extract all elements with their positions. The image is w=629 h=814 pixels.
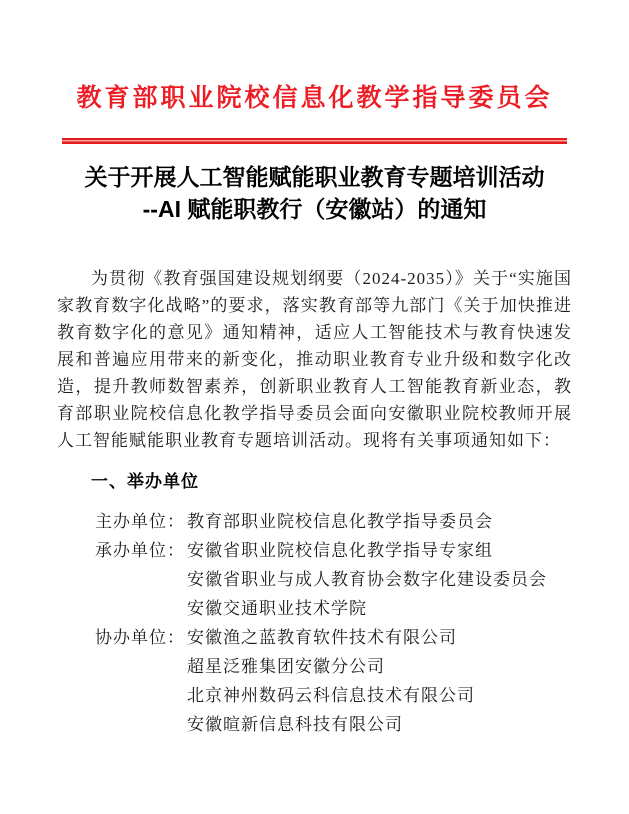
- organizer-row-coorganizer: [95, 623, 572, 739]
- organizer-value: 北京神州数码云科信息技术有限公司: [187, 686, 475, 705]
- organizer-values-host: [187, 507, 493, 536]
- organizer-value: 安徽交通职业技术学院: [187, 599, 367, 618]
- organizer-values-undertaker: [187, 536, 547, 623]
- organizer-value: 安徽省职业院校信息化教学指导专家组: [187, 541, 493, 560]
- organizer-value: 安徽暄新信息科技有限公司: [187, 715, 403, 734]
- organizer-label-coorganizer: 协办单位：: [95, 628, 185, 647]
- organizer-list: [57, 507, 572, 739]
- organizer-row-host: [95, 507, 572, 536]
- organizer-label-undertaker: 承办单位：: [95, 541, 185, 560]
- notice-title-line2: --AI 赋能职教行（安徽站）的通知: [142, 196, 487, 222]
- organizer-label-host: 主办单位：: [95, 512, 185, 531]
- notice-title-line1: 关于开展人工智能赋能职业教育专题培训活动: [84, 164, 545, 190]
- organizer-row-undertaker: [95, 536, 572, 623]
- issuing-org-title: 教育部职业院校信息化教学指导委员会: [76, 84, 553, 112]
- organizer-value: 超星泛雅集团安徽分公司: [187, 657, 385, 676]
- organizer-values-coorganizer: [187, 623, 475, 739]
- organizer-value: 教育部职业院校信息化教学指导委员会: [187, 512, 493, 531]
- header-divider: [62, 138, 567, 144]
- intro-paragraph: 为贯彻《教育强国建设规划纲要（2024-2035）》关于“实施国家教育数字化战略”的要求，落实教育部等九部门《关于加快推进教育数字化的意见》通知精神，适应人工智能技术与教育快速发展和普遍应用带来的新变化，推动职业教育专业升级和数字化改造，提升教师数智素养，创新职业教育人工智能教育新业态，教育部职业院校信息化教学指导委员会面向安徽职业院校教师开展人工智能赋能职业教育专题培训活动。现将有关事项通知如下：: [57, 269, 572, 450]
- notice-title: [57, 161, 572, 225]
- section-heading-organizers: 一、举办单位: [91, 472, 199, 491]
- organizer-value: 安徽渔之蓝教育软件技术有限公司: [187, 628, 457, 647]
- organizer-value: 安徽省职业与成人教育协会数字化建设委员会: [187, 570, 547, 589]
